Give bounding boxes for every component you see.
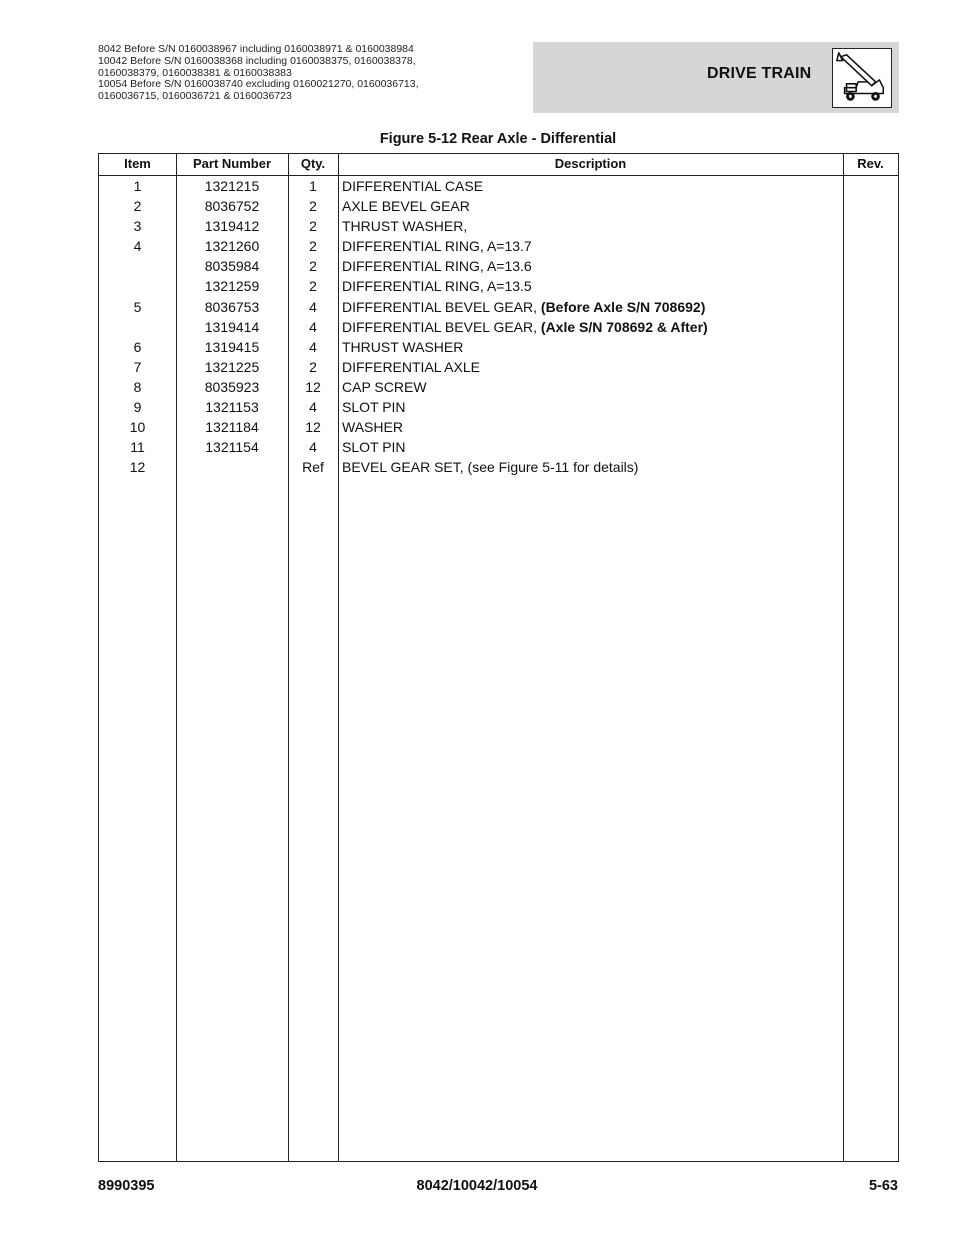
description-text: DIFFERENTIAL RING, A=13.7 [342, 238, 532, 255]
qty-cell: 2 [309, 198, 317, 215]
item-cell: 6 [133, 338, 142, 355]
description-cell [342, 236, 532, 256]
column-header-qty: Qty. [300, 156, 326, 171]
description-cell [342, 457, 638, 477]
qty-cell: 4 [309, 439, 317, 456]
qty-cell: 2 [309, 358, 317, 375]
table-row [99, 276, 898, 296]
part-number-cell: 8035984 [204, 258, 260, 275]
description-text: THRUST WASHER, [342, 218, 468, 235]
item-cell: 7 [133, 358, 142, 375]
description-text: DIFFERENTIAL CASE [342, 178, 484, 194]
description-cell [342, 256, 532, 276]
description-text: SLOT PIN [342, 439, 406, 456]
document-number: 8990395 [98, 1178, 155, 1194]
table-row [99, 377, 898, 397]
model-note-line: 0160038379, 0160038381 & 0160038383 [98, 66, 292, 79]
qty-cell: 4 [309, 399, 317, 416]
item-cell: 4 [133, 238, 142, 255]
description-text: BEVEL GEAR SET, (see Figure 5-11 for details) [342, 459, 639, 476]
table-row [99, 337, 898, 357]
item-cell: 8 [133, 378, 142, 395]
table-row [99, 196, 898, 216]
qty-cell: 4 [309, 298, 317, 315]
qty-cell: 12 [305, 419, 321, 436]
description-cell [342, 377, 427, 397]
column-header-rev: Rev. [857, 156, 884, 171]
column-header-item: Item [124, 156, 151, 171]
table-row [99, 437, 898, 457]
description-text: THRUST WASHER [342, 338, 464, 355]
description-text: DIFFERENTIAL RING, A=13.6 [342, 258, 532, 275]
description-text: DIFFERENTIAL BEVEL GEAR, [342, 298, 541, 315]
serial-number-note: (Axle S/N 708692 & After) [540, 318, 708, 335]
table-row [99, 176, 898, 196]
qty-cell: 4 [309, 338, 317, 355]
table-body [99, 176, 898, 477]
description-cell [342, 196, 470, 216]
table-row [99, 457, 898, 477]
qty-cell: 12 [305, 378, 321, 395]
description-cell [342, 276, 532, 296]
part-number-cell: 1319412 [204, 218, 260, 235]
description-cell [342, 176, 483, 196]
qty-cell: Ref [302, 459, 324, 476]
part-number-cell: 1321184 [205, 419, 259, 436]
description-cell [342, 357, 480, 377]
parts-table [98, 153, 899, 1162]
qty-cell: 2 [309, 238, 317, 255]
part-number-cell: 8036753 [204, 298, 260, 315]
part-number-cell: 1321215 [204, 178, 260, 194]
model-applicability-notes [98, 44, 518, 103]
model-note-line: 10042 Before S/N 0160038368 including 0160038375, 0160038378, [98, 54, 416, 67]
description-text: AXLE BEVEL GEAR [342, 198, 470, 215]
serial-number-note: (Before Axle S/N 708692) [540, 298, 706, 315]
table-row [99, 397, 898, 417]
part-number-cell: 1321259 [204, 278, 260, 295]
section-title: DRIVE TRAIN [707, 65, 812, 82]
qty-cell: 4 [309, 318, 317, 335]
item-cell: 3 [133, 218, 142, 235]
part-number-cell: 1319414 [204, 318, 260, 335]
qty-cell: 1 [309, 178, 317, 194]
description-cell [342, 216, 467, 236]
description-text: WASHER [342, 419, 403, 436]
column-header-description: Description [554, 156, 627, 171]
part-number-cell: 1321225 [204, 358, 260, 375]
description-text: SLOT PIN [342, 399, 406, 416]
table-row [99, 236, 898, 256]
description-cell [342, 317, 708, 337]
qty-cell: 2 [309, 278, 317, 295]
model-numbers: 8042/10042/10054 [416, 1178, 538, 1194]
description-cell [342, 397, 406, 417]
column-header-part-number: Part Number [192, 156, 272, 171]
part-number-cell: 1321153 [205, 399, 259, 416]
model-note-line: 0160036715, 0160036721 & 0160036723 [98, 90, 292, 103]
table-row [99, 297, 898, 317]
part-number-cell: 8036752 [204, 198, 260, 215]
item-cell: 2 [133, 198, 142, 215]
model-note-line: 8042 Before S/N 0160038967 including 0160038971 & 0160038984 [98, 43, 414, 55]
part-number-cell: 8035923 [204, 378, 260, 395]
item-cell: 11 [130, 439, 145, 456]
item-cell: 5 [133, 298, 142, 315]
table-row [99, 216, 898, 236]
item-cell: 9 [133, 399, 142, 416]
table-row [99, 256, 898, 276]
table-row [99, 417, 898, 437]
qty-cell: 2 [309, 218, 317, 235]
item-cell: 1 [133, 178, 142, 194]
description-text: CAP SCREW [342, 378, 427, 395]
figure-title: Figure 5-12 Rear Axle - Differential [379, 131, 617, 147]
description-cell [342, 337, 463, 357]
qty-cell: 2 [309, 258, 317, 275]
table-row [99, 357, 898, 377]
description-cell [342, 437, 406, 457]
description-cell [342, 417, 403, 437]
part-number-cell: 1319415 [204, 338, 260, 355]
item-cell: 10 [129, 419, 146, 436]
description-text: DIFFERENTIAL AXLE [342, 358, 480, 375]
item-cell: 12 [129, 459, 146, 476]
part-number-cell: 1321260 [204, 238, 260, 255]
model-note-line: 10054 Before S/N 0160038740 excluding 0160021270, 0160036713, [98, 78, 419, 91]
description-cell [342, 297, 705, 317]
telehandler-icon [832, 48, 892, 108]
page-number: 5-63 [868, 1178, 898, 1194]
table-row [99, 317, 898, 337]
description-text: DIFFERENTIAL BEVEL GEAR, [342, 318, 541, 335]
part-number-cell: 1321154 [205, 439, 259, 456]
description-text: DIFFERENTIAL RING, A=13.5 [342, 278, 532, 295]
